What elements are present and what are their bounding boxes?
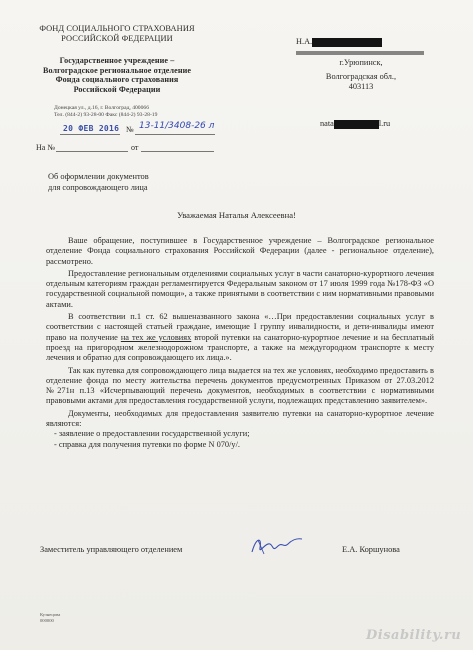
org-name [32, 56, 202, 94]
paragraph-documents: Так как путевка для сопровождающего лица выдается на тех же условиях, необходимо предоставить в отделение фонда по месту жительства перечень документов предусмотренных Приказом от 27.03.2012 №271н п.13 «Исчерпывающий перечень документов, необходимых в соответствии с нормативными правовыми актами для предоставления государственной услуги, подлежащих представлению заявителем». [46, 365, 434, 406]
recipient-name-prefix: Н.А. [296, 37, 313, 46]
executor-phone: 000000 [40, 617, 54, 623]
to-label: На № [36, 143, 55, 152]
executor-note [40, 612, 60, 623]
signatory-name: Е.А. Коршунова [342, 545, 400, 554]
recipient-email [320, 119, 440, 130]
address-line: Донецкая ул., д.16, г. Волгоград, 400066 [54, 105, 149, 111]
site-watermark: Disability.ru [366, 628, 462, 643]
fund-name-line1: ФОНД СОЦИАЛЬНОГО СТРАХОВАНИЯ [39, 24, 195, 33]
org-address [54, 105, 214, 119]
email-prefix: nata [320, 119, 334, 128]
date-underline [60, 134, 120, 135]
redacted-email [334, 120, 379, 129]
paragraph-intro: Ваше обращение, поступившее в Государственное учреждение – Волгоградское региональное отделение Фонда социального страхования Российской Федерации (далее - региональное отделение), рассмотрено. [46, 236, 434, 266]
subject-line2: для сопровождающего лица [48, 182, 148, 192]
email-suffix: l.ru [378, 119, 391, 128]
subject [48, 172, 149, 193]
article-text-end: второй путевки на санаторно-курортное лечение и на бесплатный проезд на пригородном железнодорожном транспорте, а также на междугородном транспорте к месту лечения и обратно для сопровождающего их лица.». [46, 332, 434, 363]
recipient-address [296, 58, 426, 93]
greeting: Уважаемая Наталья Алексеевна! [177, 210, 296, 220]
paragraph-article [46, 312, 434, 363]
from-underline [141, 151, 214, 152]
fund-name-line2: РОССИЙСКОЙ ФЕДЕРАЦИИ [61, 34, 173, 43]
org-line: Волгоградское региональное отделение [42, 65, 192, 75]
to-underline [56, 151, 128, 152]
org-line: Фонда социального страхования [55, 75, 179, 85]
letter-body [46, 236, 434, 450]
org-line: Российской Федерации [73, 84, 161, 94]
subject-line1: Об оформлении документов [48, 172, 149, 181]
handwritten-signature [248, 534, 306, 558]
list-item: - справка для получения путевки по форме N 070/у/. [54, 439, 240, 449]
paragraph-law: Предоставление региональным отделениями социальных услуг в части санаторно-курортного лечения отдельным категориям граждан регламентируется Федеральным законом от 17 июля 1999 года №178-ФЗ «О государственной социальной помощи», а также принятыми в соответствии с ним нормативными правовыми актами. [46, 268, 434, 309]
recipient-name [296, 37, 426, 48]
recipient-postcode: 403113 [348, 82, 374, 91]
paragraph-required: Документы, необходимых для предоставления заявителю путевки на санаторно-курортное лечение являются: [46, 408, 434, 429]
from-label: от [131, 143, 139, 152]
list-item: - заявление о предоставлении государственной услуги; [54, 429, 250, 439]
signatory-position: Заместитель управляющего отделением [40, 545, 183, 554]
recipient-region: Волгоградская обл., [325, 71, 397, 81]
article-text-underlined: на тех же условиях [120, 332, 192, 342]
letterhead [22, 24, 212, 44]
executor-name: Кузнецова [40, 612, 61, 617]
phone-line: Тел. (844-2) 93-28-00 Факс (844-2) 93-28-19 [54, 112, 158, 118]
number-underline [135, 134, 215, 135]
redacted-address-line [296, 51, 424, 55]
number-prefix: № [126, 125, 134, 134]
redacted-surname [312, 38, 382, 47]
number-handwritten: 13-11/3408-26 л [139, 121, 215, 131]
date-stamp: 20 ФЕВ 2016 [63, 124, 120, 133]
article-text-start: В соответствии п.1 ст. 62 вышеназванного закона «…При предоставлении социальных услуг в соответствии с настоящей статьей граждане, имеющие I группу инвалидности, и дети-инвалиды имеют право на получение [46, 312, 434, 342]
recipient-city: г.Урюпинск, [339, 58, 383, 67]
org-line: Государственное учреждение – [59, 56, 175, 65]
